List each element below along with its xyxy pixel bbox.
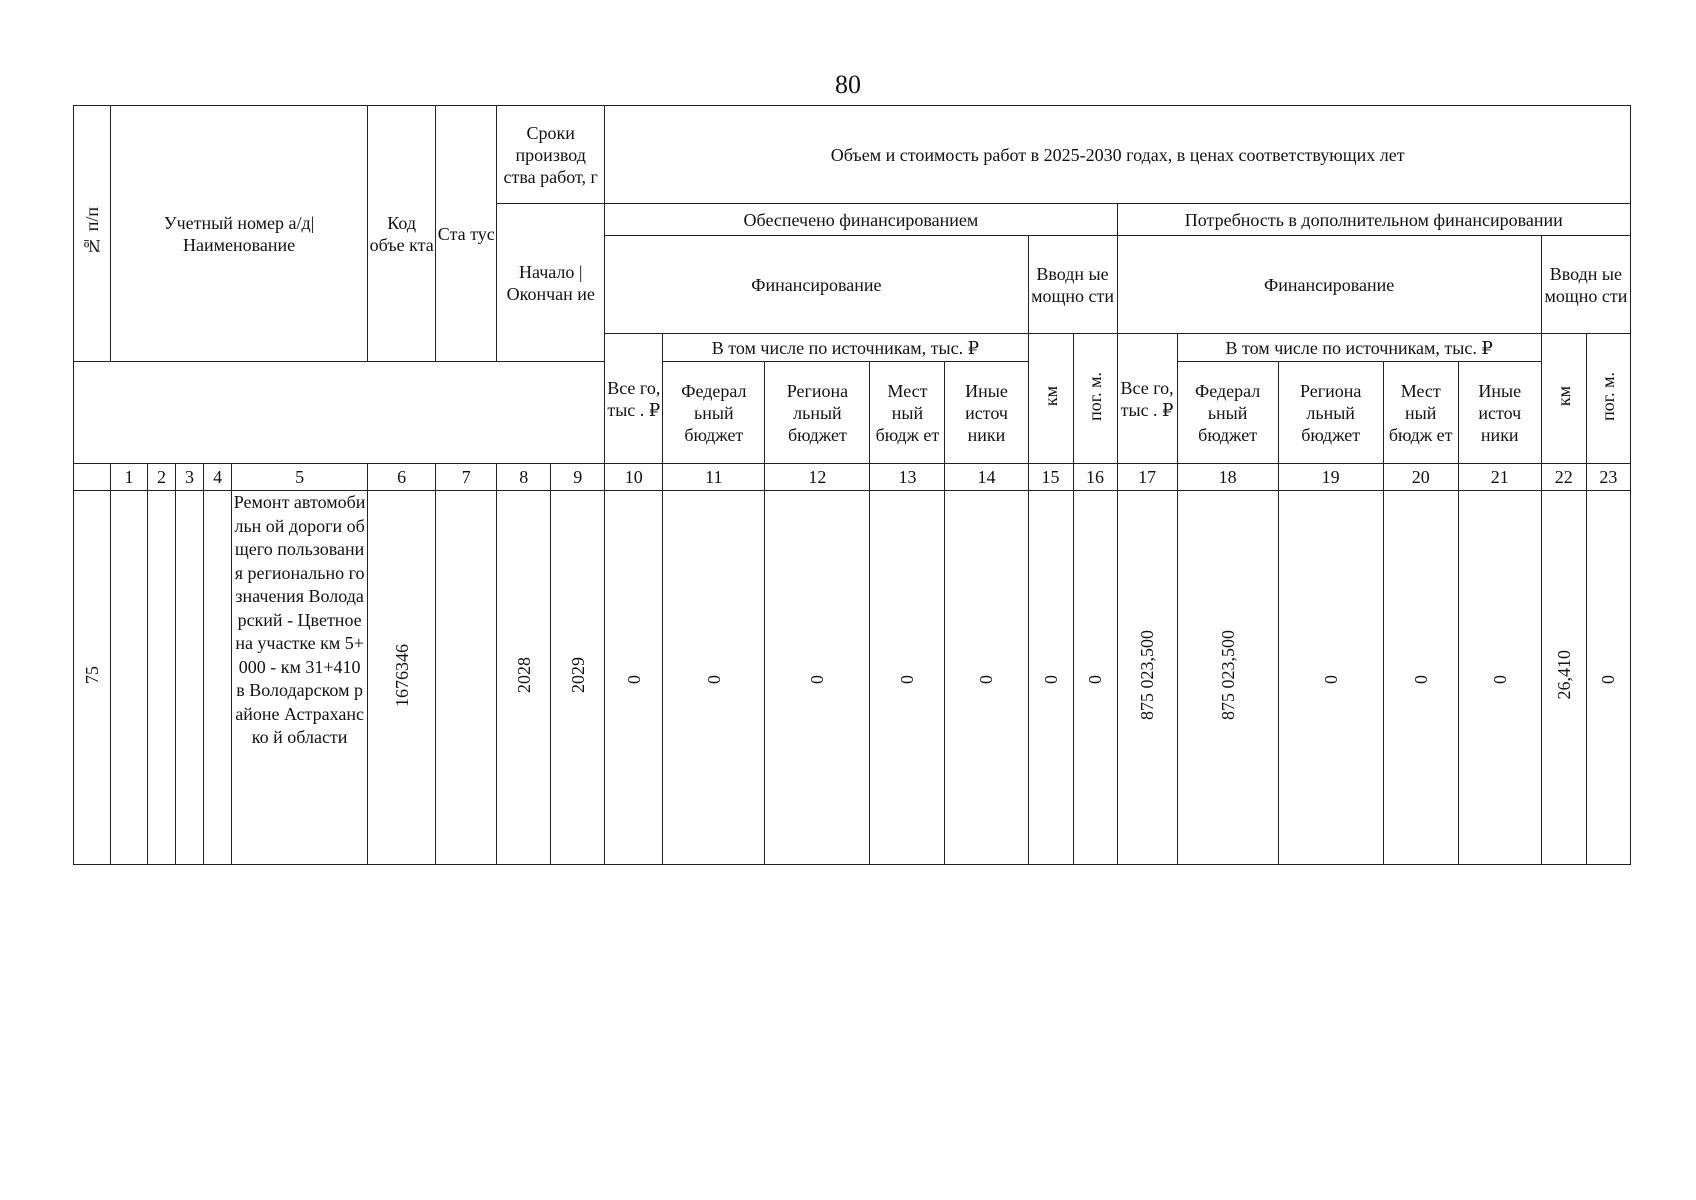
need-pogm: 0	[1586, 491, 1630, 865]
object-code: 1676346	[368, 491, 436, 865]
header-provided: Обеспечено финансированием	[605, 204, 1117, 236]
column-number: 18	[1177, 464, 1278, 491]
need-total: 875 023,500	[1117, 491, 1177, 865]
header-local-provided: Мест ный бюдж ет	[870, 362, 945, 464]
header-account-name: Учетный номер а/д| Наименование	[111, 106, 368, 362]
column-number: 10	[605, 464, 663, 491]
header-total-provided: Все го, тыс . ₽	[605, 334, 663, 464]
column-number: 4	[204, 464, 232, 491]
column-number: 7	[436, 464, 497, 491]
page-number: 80	[835, 70, 861, 99]
column-number: 23	[1586, 464, 1630, 491]
header-capacity-provided: Вводн ые мощно сти	[1028, 236, 1117, 334]
header-spacer	[74, 362, 605, 464]
column-number: 13	[870, 464, 945, 491]
column-number: 19	[1278, 464, 1383, 491]
account-col-2	[148, 491, 176, 865]
header-financing-need: Финансирование	[1117, 236, 1541, 334]
header-by-source-provided: В том числе по источникам, тыс. ₽	[663, 334, 1028, 362]
header-need: Потребность в дополнительном финансировании	[1117, 204, 1630, 236]
column-number: 20	[1383, 464, 1458, 491]
column-number: 9	[551, 464, 605, 491]
provided-local: 0	[870, 491, 945, 865]
account-col-3	[176, 491, 204, 865]
account-col-1	[111, 491, 148, 865]
column-number: 16	[1073, 464, 1117, 491]
header-status: Ста тус	[436, 106, 497, 362]
header-by-source-need: В том числе по источникам, тыс. ₽	[1177, 334, 1541, 362]
header-federal-provided: Федерал ьный бюджет	[663, 362, 765, 464]
row-number: 75	[74, 491, 111, 865]
need-local: 0	[1383, 491, 1458, 865]
start-year: 2028	[497, 491, 551, 865]
provided-pogm: 0	[1073, 491, 1117, 865]
header-row-no: № п/п	[74, 106, 111, 362]
header-km-provided: км	[1028, 334, 1073, 464]
header-km-need: км	[1541, 334, 1586, 464]
column-number: 12	[765, 464, 870, 491]
provided-km: 0	[1028, 491, 1073, 865]
works-table	[73, 105, 1631, 865]
header-regional-provided: Региона льный бюджет	[765, 362, 870, 464]
column-number: 22	[1541, 464, 1586, 491]
column-number: 8	[497, 464, 551, 491]
status-value	[436, 491, 497, 865]
column-number: 11	[663, 464, 765, 491]
provided-total: 0	[605, 491, 663, 865]
header-financing-provided: Финансирование	[605, 236, 1028, 334]
need-other: 0	[1458, 491, 1541, 865]
need-regional: 0	[1278, 491, 1383, 865]
header-capacity-need: Вводн ые мощно сти	[1541, 236, 1630, 334]
column-number-blank	[74, 464, 111, 491]
column-number: 3	[176, 464, 204, 491]
column-number: 14	[945, 464, 1028, 491]
header-start-end: Начало | Окончан ие	[497, 204, 605, 362]
account-col-4	[204, 491, 232, 865]
header-other-provided: Иные источ ники	[945, 362, 1028, 464]
provided-regional: 0	[765, 491, 870, 865]
column-number: 5	[232, 464, 368, 491]
provided-federal: 0	[663, 491, 765, 865]
header-regional-need: Региона льный бюджет	[1278, 362, 1383, 464]
header-pogm-need: пог. м.	[1586, 334, 1630, 464]
column-number: 17	[1117, 464, 1177, 491]
column-number: 21	[1458, 464, 1541, 491]
end-year: 2029	[551, 491, 605, 865]
header-volume-cost: Объем и стоимость работ в 2025-2030 годах, в ценах соответствующих лет	[605, 106, 1631, 204]
need-federal: 875 023,500	[1177, 491, 1278, 865]
road-name: Ремонт автомобильн ой дороги общего пользования регионально го значения Володарский - Цветное на участке км 5+000 - км 31+410 в Володарском районе Астраханско й области	[232, 491, 368, 865]
header-other-need: Иные источ ники	[1458, 362, 1541, 464]
header-federal-need: Федерал ьный бюджет	[1177, 362, 1278, 464]
column-number: 1	[111, 464, 148, 491]
header-total-need: Все го, тыс . ₽	[1117, 334, 1177, 464]
provided-other: 0	[945, 491, 1028, 865]
header-local-need: Мест ный бюдж ет	[1383, 362, 1458, 464]
column-number: 2	[148, 464, 176, 491]
header-object-code: Код объе кта	[368, 106, 436, 362]
column-number: 6	[368, 464, 436, 491]
header-terms: Сроки производ ства работ, г	[497, 106, 605, 204]
header-pogm-provided: пог. м.	[1073, 334, 1117, 464]
column-number: 15	[1028, 464, 1073, 491]
need-km: 26,410	[1541, 491, 1586, 865]
